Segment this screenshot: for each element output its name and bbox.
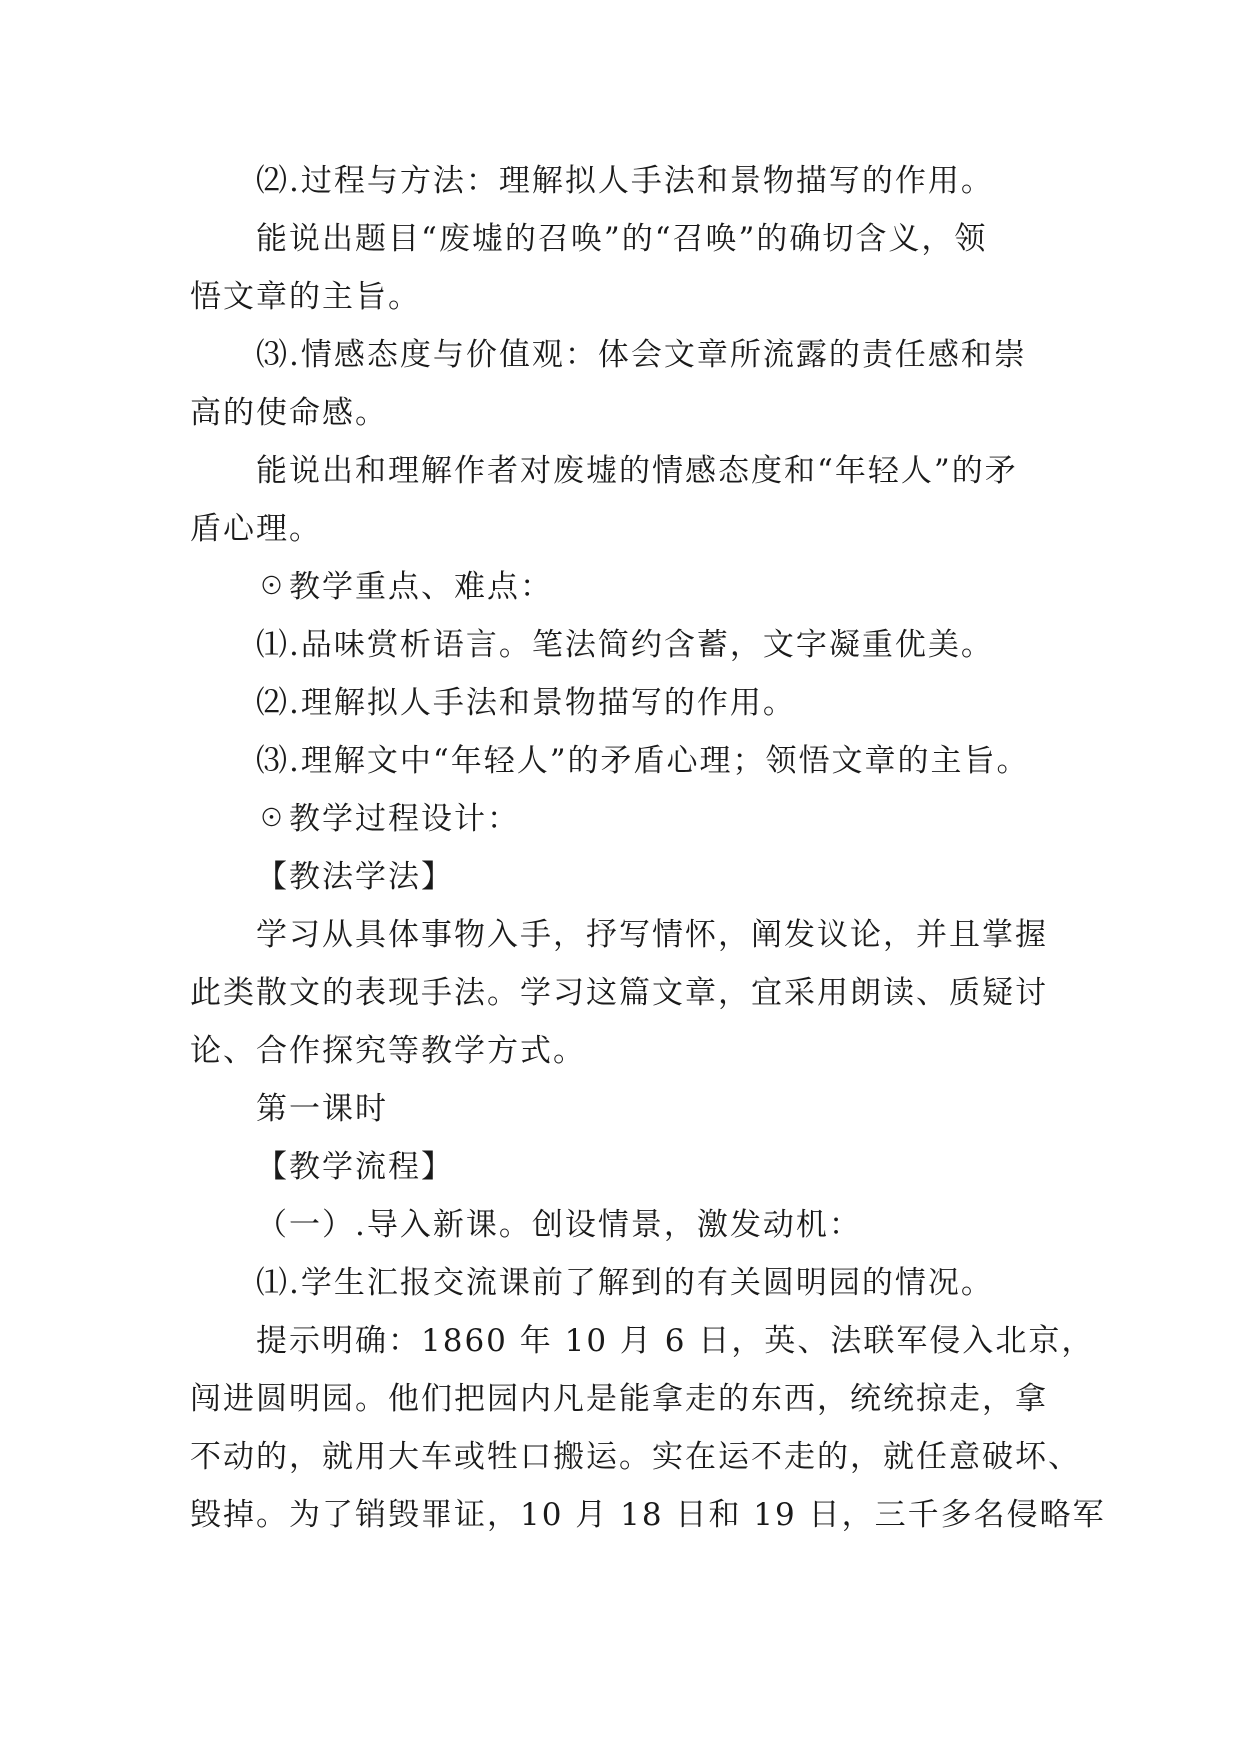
paragraph-line: ⑵.过程与方法：理解拟人手法和景物描写的作用。 <box>256 163 994 199</box>
section-heading: ☉教学重点、难点： <box>256 569 553 605</box>
paragraph-line: 毁掉。为了销毁罪证，10 月 18 日和 19 日，三千多名侵略军 <box>190 1497 1106 1533</box>
paragraph-line: 盾心理。 <box>190 511 322 547</box>
list-item: ⑵.理解拟人手法和景物描写的作用。 <box>256 685 796 721</box>
paragraph-line: 此类散文的表现手法。学习这篇文章，宜采用朗读、质疑讨 <box>190 975 1048 1011</box>
paragraph-line: 闯进圆明园。他们把园内凡是能拿走的东西，统统掠走，拿 <box>190 1381 1048 1417</box>
bracket-heading: 【教法学法】 <box>256 859 454 895</box>
document-body <box>190 152 1106 1544</box>
section-heading: ☉教学过程设计： <box>256 801 520 837</box>
paragraph-line: 不动的，就用大车或牲口搬运。实在运不走的，就任意破坏、 <box>190 1439 1081 1475</box>
list-item: ⑴.品味赏析语言。笔法简约含蓄，文字凝重优美。 <box>256 627 994 663</box>
bracket-heading: 【教学流程】 <box>256 1149 454 1185</box>
paragraph-line: 学习从具体事物入手，抒写情怀，阐发议论，并且掌握 <box>256 917 1048 953</box>
paragraph-line: ⑶.情感态度与价值观：体会文章所流露的责任感和崇 <box>256 337 1027 373</box>
paragraph-line: 悟文章的主旨。 <box>190 279 421 315</box>
paragraph-line: 论、合作探究等教学方式。 <box>190 1033 586 1069</box>
list-item: ⑴.学生汇报交流课前了解到的有关圆明园的情况。 <box>256 1265 994 1301</box>
list-item: ⑶.理解文中“年轻人”的矛盾心理；领悟文章的主旨。 <box>256 743 1030 779</box>
paragraph-line: 能说出和理解作者对废墟的情感态度和“年轻人”的矛 <box>256 453 1018 489</box>
paragraph-line: 能说出题目“废墟的召唤”的“召唤”的确切含义，领 <box>256 221 988 257</box>
step-heading: （一）.导入新课。创设情景，激发动机： <box>256 1207 862 1243</box>
paragraph-line: 提示明确：1860 年 10 月 6 日，英、法联军侵入北京， <box>256 1323 1095 1359</box>
lesson-title: 第一课时 <box>256 1091 388 1127</box>
paragraph-line: 高的使命感。 <box>190 395 388 431</box>
